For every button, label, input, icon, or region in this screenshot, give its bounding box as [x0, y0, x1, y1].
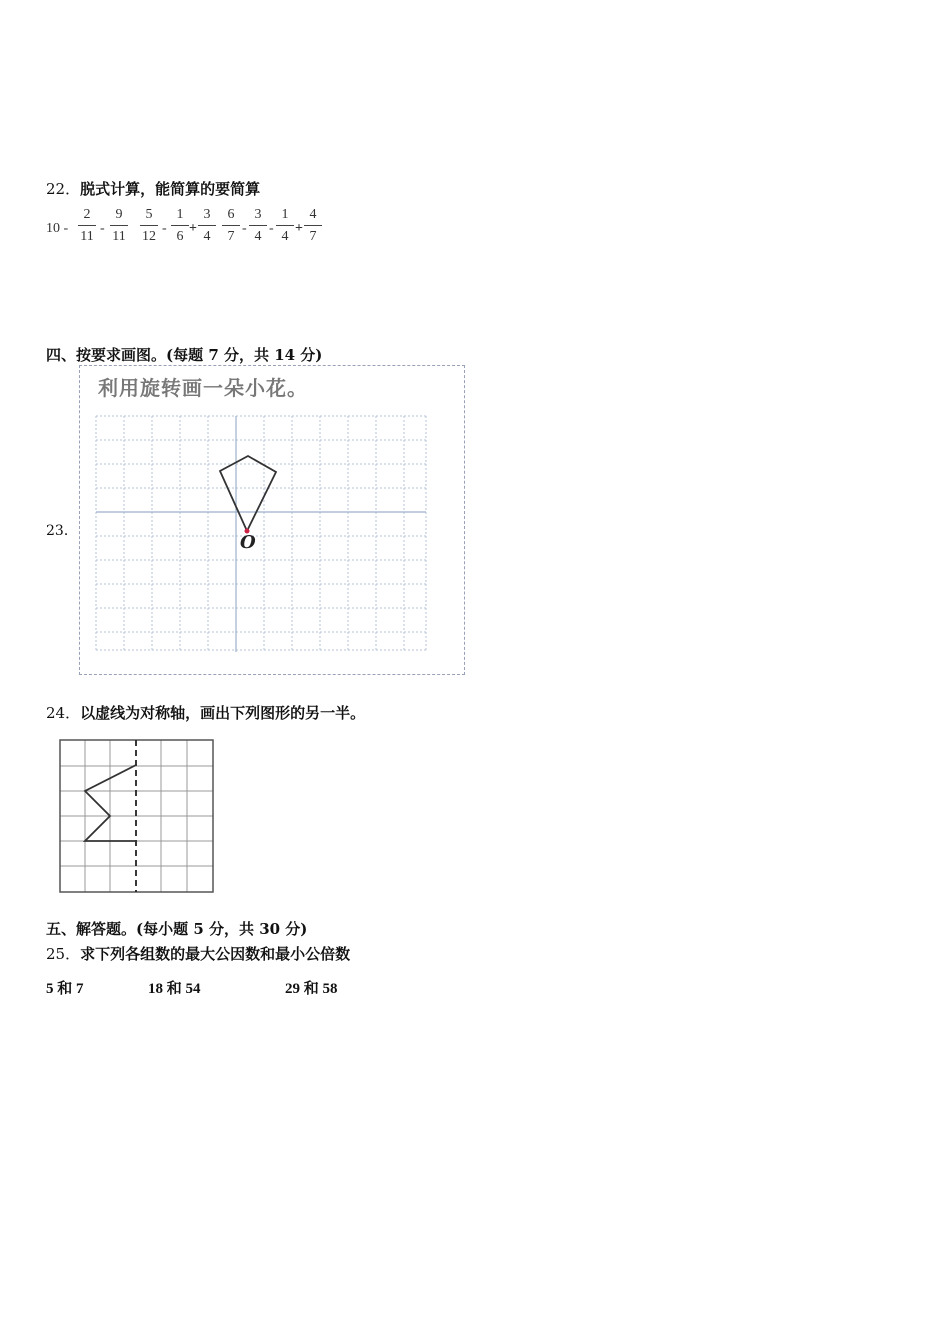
question-23-number: 23．: [46, 523, 78, 539]
fraction: 2 11: [78, 208, 96, 244]
expression-row: [46, 208, 346, 254]
operator: -: [269, 221, 274, 236]
number-pair: 29 和 58: [285, 981, 338, 997]
question-25: [46, 943, 350, 964]
fraction: 5 12: [142, 207, 156, 244]
rotation-grid: [94, 414, 430, 654]
figure-title: 利用旋转画一朵小花。: [98, 376, 308, 400]
fraction: 6 7: [222, 208, 240, 244]
question-text: 以虚线为对称轴，画出下列图形的另一半。: [80, 704, 366, 722]
section-4-title: 四、按要求画图。(每题 7 分，共 14 分): [46, 346, 323, 364]
operator: -: [162, 221, 167, 236]
section-5-title: 五、解答题。(每小题 5 分，共 30 分): [46, 920, 308, 938]
fraction: 3 4: [198, 208, 216, 244]
question-number: 22．: [46, 180, 81, 198]
fraction: 1 4: [276, 208, 294, 244]
symmetry-grid: [58, 737, 218, 897]
fraction: 4 7: [304, 208, 322, 244]
operator: -: [100, 221, 105, 236]
point-label-o: O: [240, 532, 256, 553]
question-number: 25．: [46, 945, 81, 963]
expr1-lead: 10 -: [46, 221, 69, 236]
fraction: 3 4: [249, 208, 267, 244]
operator: -: [242, 221, 247, 236]
fraction: 1 6: [171, 208, 189, 244]
fraction: 9 11: [110, 208, 128, 244]
number-pair: 18 和 54: [148, 981, 201, 997]
question-number: 24．: [46, 704, 81, 722]
question-24: [46, 702, 365, 723]
number-pairs: [46, 977, 446, 999]
question-text: 求下列各组数的最大公因数和最小公倍数: [80, 945, 351, 963]
rotation-figure: [79, 365, 465, 675]
operator: +: [295, 221, 303, 236]
kite-shape: [220, 456, 276, 531]
operator: +: [189, 221, 197, 236]
question-text: 脱式计算，能简算的要简算: [80, 180, 261, 198]
question-22: [46, 178, 260, 199]
number-pair: 5 和 7: [46, 981, 84, 997]
